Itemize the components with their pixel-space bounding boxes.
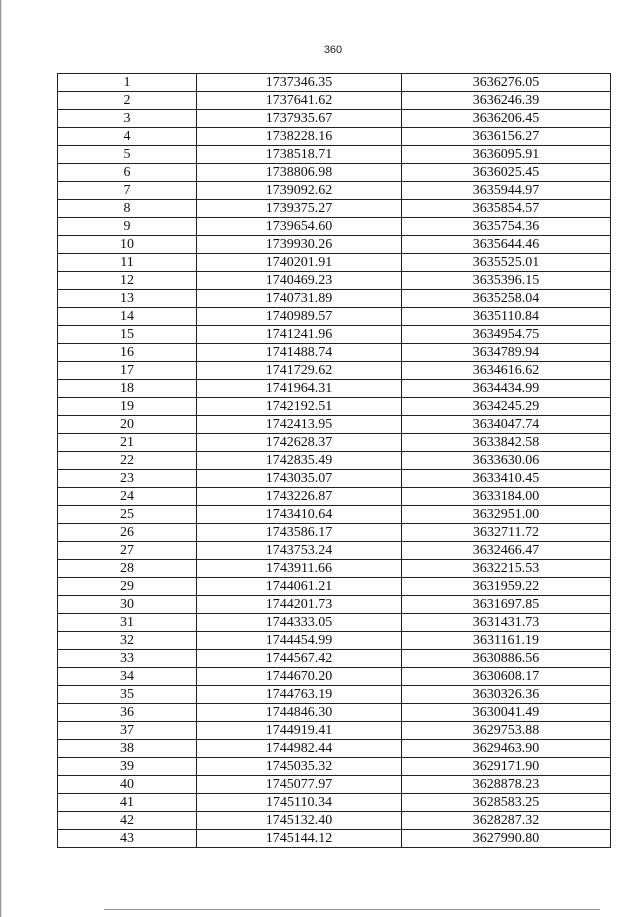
table-row [58,344,611,362]
x-coordinate-cell: 1745077.97 [197,776,402,794]
row-number-cell: 14 [58,308,197,326]
y-coordinate-cell: 3636246.39 [402,92,611,110]
y-coordinate-cell: 3634954.75 [402,326,611,344]
y-coordinate-cell: 3631959.22 [402,578,611,596]
y-coordinate-cell: 3629171.90 [402,758,611,776]
row-number-cell: 23 [58,470,197,488]
table-row [58,272,611,290]
row-number-cell: 18 [58,380,197,398]
table-row [58,290,611,308]
x-coordinate-cell: 1740989.57 [197,308,402,326]
row-number-cell: 26 [58,524,197,542]
table-row [58,722,611,740]
row-number-cell: 25 [58,506,197,524]
table-row [58,812,611,830]
y-coordinate-cell: 3635854.57 [402,200,611,218]
row-number-cell: 40 [58,776,197,794]
x-coordinate-cell: 1744982.44 [197,740,402,758]
x-coordinate-cell: 1743911.66 [197,560,402,578]
table-row [58,596,611,614]
table-row [58,488,611,506]
x-coordinate-cell: 1743753.24 [197,542,402,560]
x-coordinate-cell: 1741729.62 [197,362,402,380]
table-row [58,254,611,272]
row-number-cell: 16 [58,344,197,362]
page-number: 360 [323,44,343,56]
y-coordinate-cell: 3628878.23 [402,776,611,794]
x-coordinate-cell: 1742835.49 [197,452,402,470]
row-number-cell: 37 [58,722,197,740]
row-number-cell: 28 [58,560,197,578]
x-coordinate-cell: 1743226.87 [197,488,402,506]
y-coordinate-cell: 3627990.80 [402,830,611,848]
row-number-cell: 21 [58,434,197,452]
table-row [58,686,611,704]
y-coordinate-cell: 3634047.74 [402,416,611,434]
table-row [58,506,611,524]
table-row [58,614,611,632]
x-coordinate-cell: 1743586.17 [197,524,402,542]
y-coordinate-cell: 3631697.85 [402,596,611,614]
row-number-cell: 9 [58,218,197,236]
x-coordinate-cell: 1743410.64 [197,506,402,524]
y-coordinate-cell: 3635944.97 [402,182,611,200]
table-row [58,434,611,452]
row-number-cell: 20 [58,416,197,434]
y-coordinate-cell: 3631161.19 [402,632,611,650]
x-coordinate-cell: 1741241.96 [197,326,402,344]
table-row [58,758,611,776]
scan-left-edge [0,0,2,917]
x-coordinate-cell: 1740201.91 [197,254,402,272]
row-number-cell: 39 [58,758,197,776]
x-coordinate-cell: 1737346.35 [197,74,402,92]
y-coordinate-cell: 3630886.56 [402,650,611,668]
y-coordinate-cell: 3630041.49 [402,704,611,722]
y-coordinate-cell: 3633410.45 [402,470,611,488]
table-row [58,650,611,668]
table-row [58,200,611,218]
row-number-cell: 5 [58,146,197,164]
table-row [58,74,611,92]
coordinates-table [57,73,611,848]
x-coordinate-cell: 1739930.26 [197,236,402,254]
row-number-cell: 13 [58,290,197,308]
x-coordinate-cell: 1745110.34 [197,794,402,812]
table-row [58,668,611,686]
row-number-cell: 24 [58,488,197,506]
x-coordinate-cell: 1745144.12 [197,830,402,848]
table-row [58,524,611,542]
table-row [58,542,611,560]
row-number-cell: 34 [58,668,197,686]
y-coordinate-cell: 3636206.45 [402,110,611,128]
x-coordinate-cell: 1744919.41 [197,722,402,740]
y-coordinate-cell: 3629753.88 [402,722,611,740]
x-coordinate-cell: 1745035.32 [197,758,402,776]
x-coordinate-cell: 1744333.05 [197,614,402,632]
table-row [58,560,611,578]
y-coordinate-cell: 3631431.73 [402,614,611,632]
table-row [58,146,611,164]
x-coordinate-cell: 1741488.74 [197,344,402,362]
y-coordinate-cell: 3632215.53 [402,560,611,578]
x-coordinate-cell: 1738518.71 [197,146,402,164]
y-coordinate-cell: 3636025.45 [402,164,611,182]
y-coordinate-cell: 3633630.06 [402,452,611,470]
x-coordinate-cell: 1739654.60 [197,218,402,236]
y-coordinate-cell: 3632466.47 [402,542,611,560]
y-coordinate-cell: 3635396.15 [402,272,611,290]
table-row [58,794,611,812]
y-coordinate-cell: 3634789.94 [402,344,611,362]
y-coordinate-cell: 3632711.72 [402,524,611,542]
table-row [58,578,611,596]
table-row [58,362,611,380]
y-coordinate-cell: 3635110.84 [402,308,611,326]
row-number-cell: 36 [58,704,197,722]
table-row [58,92,611,110]
row-number-cell: 35 [58,686,197,704]
y-coordinate-cell: 3635754.36 [402,218,611,236]
x-coordinate-cell: 1738806.98 [197,164,402,182]
table-row [58,704,611,722]
x-coordinate-cell: 1744201.73 [197,596,402,614]
table-row [58,326,611,344]
row-number-cell: 30 [58,596,197,614]
row-number-cell: 15 [58,326,197,344]
y-coordinate-cell: 3628287.32 [402,812,611,830]
x-coordinate-cell: 1744061.21 [197,578,402,596]
table-row [58,632,611,650]
x-coordinate-cell: 1744670.20 [197,668,402,686]
y-coordinate-cell: 3635644.46 [402,236,611,254]
table-row [58,470,611,488]
row-number-cell: 8 [58,200,197,218]
y-coordinate-cell: 3633184.00 [402,488,611,506]
row-number-cell: 38 [58,740,197,758]
table-row [58,452,611,470]
x-coordinate-cell: 1743035.07 [197,470,402,488]
x-coordinate-cell: 1738228.16 [197,128,402,146]
x-coordinate-cell: 1742192.51 [197,398,402,416]
row-number-cell: 31 [58,614,197,632]
x-coordinate-cell: 1745132.40 [197,812,402,830]
row-number-cell: 29 [58,578,197,596]
y-coordinate-cell: 3628583.25 [402,794,611,812]
y-coordinate-cell: 3635525.01 [402,254,611,272]
row-number-cell: 4 [58,128,197,146]
x-coordinate-cell: 1740731.89 [197,290,402,308]
table-row [58,776,611,794]
x-coordinate-cell: 1744763.19 [197,686,402,704]
table-row [58,830,611,848]
row-number-cell: 32 [58,632,197,650]
table-row [58,308,611,326]
y-coordinate-cell: 3635258.04 [402,290,611,308]
table-row [58,236,611,254]
y-coordinate-cell: 3636276.05 [402,74,611,92]
row-number-cell: 2 [58,92,197,110]
x-coordinate-cell: 1742413.95 [197,416,402,434]
row-number-cell: 3 [58,110,197,128]
x-coordinate-cell: 1744846.30 [197,704,402,722]
row-number-cell: 41 [58,794,197,812]
row-number-cell: 43 [58,830,197,848]
table-row [58,416,611,434]
x-coordinate-cell: 1739092.62 [197,182,402,200]
table-row [58,128,611,146]
x-coordinate-cell: 1737935.67 [197,110,402,128]
y-coordinate-cell: 3630608.17 [402,668,611,686]
x-coordinate-cell: 1739375.27 [197,200,402,218]
y-coordinate-cell: 3636156.27 [402,128,611,146]
x-coordinate-cell: 1740469.23 [197,272,402,290]
row-number-cell: 7 [58,182,197,200]
y-coordinate-cell: 3633842.58 [402,434,611,452]
table-row [58,110,611,128]
coordinates-table-body [58,74,611,848]
row-number-cell: 33 [58,650,197,668]
row-number-cell: 1 [58,74,197,92]
y-coordinate-cell: 3632951.00 [402,506,611,524]
x-coordinate-cell: 1744567.42 [197,650,402,668]
y-coordinate-cell: 3634434.99 [402,380,611,398]
row-number-cell: 27 [58,542,197,560]
row-number-cell: 19 [58,398,197,416]
x-coordinate-cell: 1737641.62 [197,92,402,110]
row-number-cell: 11 [58,254,197,272]
row-number-cell: 42 [58,812,197,830]
table-row [58,380,611,398]
row-number-cell: 17 [58,362,197,380]
y-coordinate-cell: 3634245.29 [402,398,611,416]
x-coordinate-cell: 1742628.37 [197,434,402,452]
table-row [58,398,611,416]
y-coordinate-cell: 3630326.36 [402,686,611,704]
y-coordinate-cell: 3634616.62 [402,362,611,380]
row-number-cell: 6 [58,164,197,182]
row-number-cell: 22 [58,452,197,470]
y-coordinate-cell: 3636095.91 [402,146,611,164]
table-row [58,182,611,200]
y-coordinate-cell: 3629463.90 [402,740,611,758]
scan-bottom-line [104,909,600,910]
x-coordinate-cell: 1741964.31 [197,380,402,398]
table-row [58,218,611,236]
table-row [58,164,611,182]
x-coordinate-cell: 1744454.99 [197,632,402,650]
row-number-cell: 12 [58,272,197,290]
table-row [58,740,611,758]
row-number-cell: 10 [58,236,197,254]
